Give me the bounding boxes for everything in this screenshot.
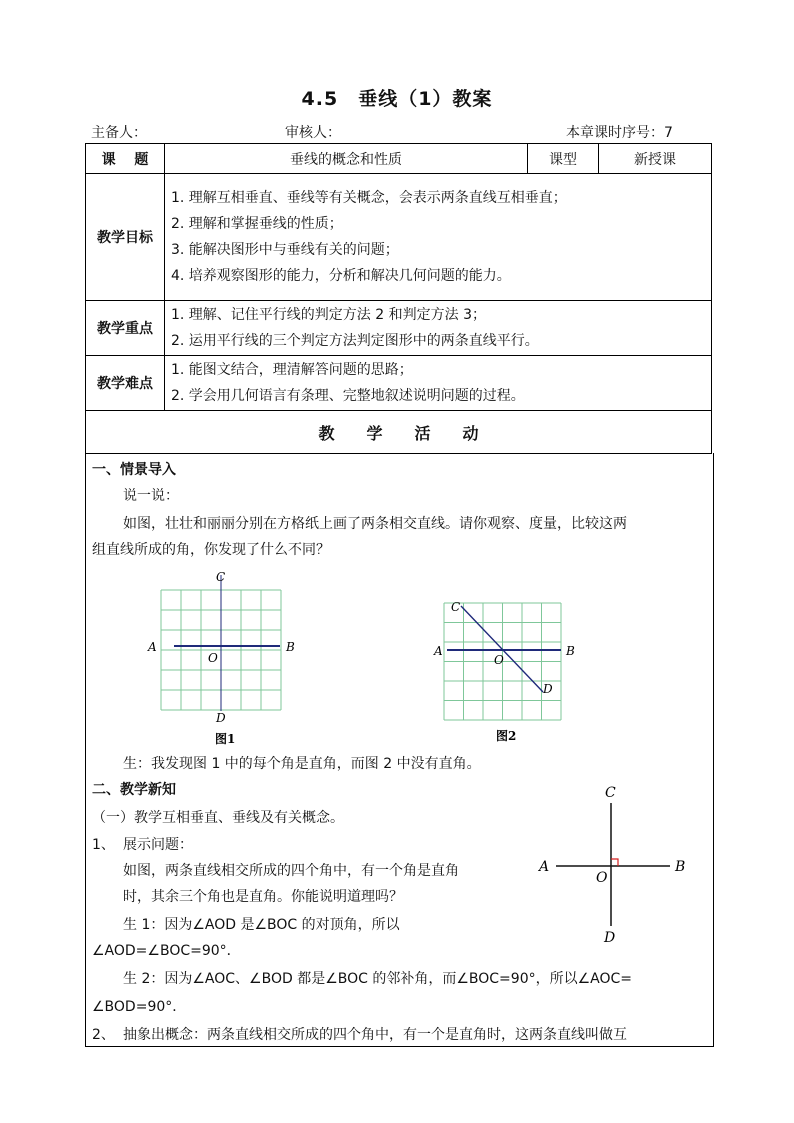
right-angle-marker bbox=[611, 859, 618, 866]
objective-item: 1. 理解互相垂直、垂线等有关概念，会表示两条直线互相垂直； bbox=[171, 190, 567, 206]
perpendicular-label-a: A bbox=[539, 859, 550, 875]
question-line2: 时，其余三个角也是直角。你能说明道理吗？ bbox=[123, 889, 403, 905]
intro-paragraph-line1: 如图，壮壮和丽丽分别在方格纸上画了两条相交直线。请你观察、度量，比较这两 bbox=[123, 516, 627, 532]
figure-1 bbox=[144, 565, 324, 745]
figure-2-label-c: C bbox=[451, 600, 461, 614]
figure-2-label-b: B bbox=[566, 644, 575, 658]
figure-1-label-d: D bbox=[216, 711, 226, 725]
type-value: 新授课 bbox=[599, 144, 712, 174]
topic-value: 垂线的概念和性质 bbox=[165, 144, 528, 174]
section-new-knowledge-heading: 二、教学新知 bbox=[92, 782, 176, 798]
perpendicular-label-o: O bbox=[596, 870, 608, 886]
figure-2-label-d: D bbox=[543, 682, 553, 696]
student-1-line1: 生 1：因为∠AOD 是∠BOC 的对顶角，所以 bbox=[123, 917, 400, 933]
student-answer: 生：我发现图 1 中的每个角是直角，而图 2 中没有直角。 bbox=[123, 756, 481, 772]
item-2-text: 抽象出概念：两条直线相交所成的四个角中，有一个是直角时，这两条直线叫做互 bbox=[123, 1027, 627, 1043]
objective-item: 4. 培养观察图形的能力，分析和解决几何问题的能力。 bbox=[171, 268, 511, 284]
key-point-item: 2. 运用平行线的三个判定方法判定图形中的两条直线平行。 bbox=[171, 333, 539, 349]
key-points-label: 教学重点 bbox=[86, 301, 165, 356]
activity-section bbox=[85, 453, 714, 1047]
figure-1-caption: 图1 bbox=[215, 732, 236, 745]
activity-header: 教 学 活 动 bbox=[86, 411, 712, 454]
figure-2 bbox=[431, 588, 591, 743]
student-2-line2: ∠BOD=90°． bbox=[92, 999, 187, 1015]
lesson-number: 本章课时序号：7 bbox=[566, 125, 673, 141]
topic-label: 课 题 bbox=[86, 144, 165, 174]
say-label: 说一说： bbox=[123, 488, 179, 504]
section-intro-heading: 一、情景导入 bbox=[92, 462, 176, 478]
student-1-line2: ∠AOD=∠BOC=90°． bbox=[92, 943, 241, 959]
objectives-list bbox=[165, 174, 712, 301]
sub-section-1: （一）教学互相垂直、垂线及有关概念。 bbox=[92, 810, 344, 826]
figure-1-label-a: A bbox=[148, 640, 157, 654]
perpendicular-label-d: D bbox=[604, 930, 616, 946]
type-label: 课型 bbox=[528, 144, 599, 174]
student-2-line1: 生 2：因为∠AOC、∠BOD 都是∠BOC 的邻补角，而∠BOC=90°，所以∠AOC= bbox=[123, 971, 633, 987]
objective-item: 2. 理解和掌握垂线的性质； bbox=[171, 216, 343, 232]
item-2-number: 2、 bbox=[92, 1027, 115, 1043]
figure-1-label-b: B bbox=[286, 640, 295, 654]
difficult-points-label: 教学难点 bbox=[86, 356, 165, 411]
perpendicular-label-c: C bbox=[605, 785, 616, 801]
question-line1: 如图，两条直线相交所成的四个角中，有一个角是直角 bbox=[123, 863, 459, 879]
difficult-point-item: 2. 学会用几何语言有条理、完整地叙述说明问题的过程。 bbox=[171, 388, 525, 404]
page-title: 4.5 垂线（1）教案 bbox=[301, 88, 493, 110]
figure-1-label-c: C bbox=[216, 570, 226, 584]
perpendicular-figure bbox=[534, 783, 704, 948]
perpendicular-label-b: B bbox=[675, 859, 686, 875]
figure-2-label-a: A bbox=[434, 644, 443, 658]
preparer-label: 主备人： bbox=[91, 125, 147, 141]
difficult-points-list bbox=[165, 356, 712, 411]
item-1-title: 展示问题： bbox=[123, 837, 193, 853]
figure-2-caption: 图2 bbox=[496, 729, 517, 743]
key-points-list bbox=[165, 301, 712, 356]
reviewer-label: 审核人： bbox=[285, 125, 341, 141]
lesson-plan-table bbox=[85, 143, 712, 454]
figure-1-label-o: O bbox=[208, 651, 218, 665]
intro-paragraph-line2: 组直线所成的角，你发现了什么不同？ bbox=[92, 542, 330, 558]
objective-item: 3. 能解决图形中与垂线有关的问题； bbox=[171, 242, 399, 258]
figure-2-label-o: O bbox=[494, 653, 504, 667]
objectives-label: 教学目标 bbox=[86, 174, 165, 301]
key-point-item: 1. 理解、记住平行线的判定方法 2 和判定方法 3； bbox=[171, 307, 486, 323]
item-1-number: 1、 bbox=[92, 837, 115, 853]
difficult-point-item: 1. 能图文结合，理清解答问题的思路； bbox=[171, 362, 413, 378]
